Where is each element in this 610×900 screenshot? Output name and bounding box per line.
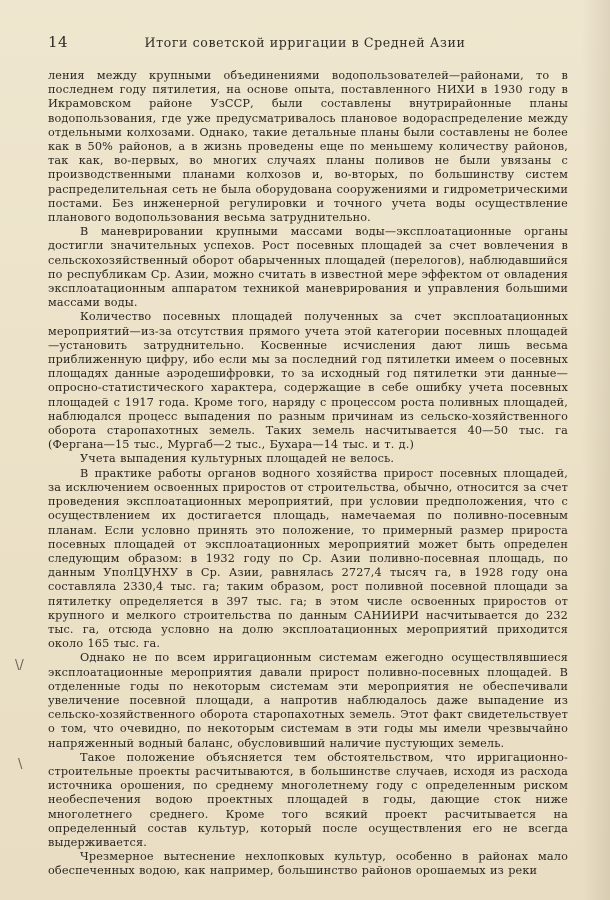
- paragraph: В маневрировании крупными массами воды—эксплоатационные органы достигли значительных успехов. Рост посевных площадей за счет вовлечения в сельскохозяйственный оборот обарыченных площадей (перелогов), наблюдавшийся по республикам Ср. Азии, можно считать в известной мере эффектом от овладения эксплоатационным аппаратом техникой маневрирования и управления большими массами воды.: [48, 225, 568, 310]
- paragraph-continued: ления между крупными объединениями водопользователей—районами, то в последнем году пятилетия, на основе опыта, поставленного НИХИ в 1930 году в Икрамовском районе УзССР, были составлены внутрирайонные планы водопользования, где уже предусматривалось плановое водораспределение между отдельными колхозами. Однако, такие детальные планы были составлены не более как в 50% районов, а в жизнь проведены еще по меньшему количеству районов, так как, во-первых, во многих случаях планы поливов не были увязаны с производственными планами колхозов и, во-вторых, по большинству систем распределительная сеть не была оборудована сооружениями и гидрометрическими постами. Без инженерной регулировки и точного учета воды осуществление планового водопользования весьма затруднительно.: [48, 69, 568, 225]
- paragraph: Чрезмерное вытеснение нехлопковых культур, особенно в районах мало обеспеченных водою, как например, большинство районов орошаемых из реки: [48, 850, 568, 878]
- paragraph: Такое положение объясняется тем обстоятельством, что ирригационно-строительные проекты расчитываются, в большинстве случаев, исходя из расхода источника орошения, по среднему многолетнему году с определенным риском необеспечения водою проектных площадей в годы, дающие сток ниже многолетнего среднего. Кроме того всякий проект расчитывается на определенный состав культур, который после осуществления его не всегда выдерживается.: [48, 750, 568, 849]
- margin-pencil-mark: \/: [15, 658, 24, 673]
- paragraph: Количество посевных площадей полученных за счет эксплоатационных мероприятий—из-за отсутствия прямого учета этой категории посевных площадей—установить затруднительно. Косвенные исчисления дают лишь весьма приближенную цифру, ибо если мы за последний год пятилетки имеем о посевных площадях данные аэродешифровки, то за исходный год пятилетки эти данные—опросно-статистического характера, содержащие в себе ошибку учета посевных площадей с 1917 года. Кроме того, наряду с процессом роста поливных площадей, наблюдался процесс выпадения по разным причинам из сельско-хозяйственного оборота старопахотных земель. Таких земель насчитывается 40—50 тыс. га (Фергана—15 тыс., Мургаб—2 тыс., Бухара—14 тыс. и т. д.): [48, 310, 568, 452]
- paragraph: Однако не по всем ирригационным системам ежегодно осуществлявшиеся эксплоатационные мероприятия давали прирост поливно-посевных площадей. В отделенные годы по некоторым системам эти мероприятия не обеспечивали увеличение посевной площади, а напротив наблюдалось даже выпадение из сельско-хозяйственного оборота старопахотных земель. Этот факт свидетельствует о том, что очевидно, по некоторым системам в эти годы мы имели чрезвычайно напряженный водный баланс, обусловивший наличие пустующих земель.: [48, 651, 568, 750]
- running-head: Итоги советской ирригации в Средней Азии: [144, 35, 466, 50]
- page-header: [48, 33, 562, 55]
- body-text: [48, 69, 568, 879]
- page-number: 14: [48, 33, 69, 51]
- margin-pencil-mark: \: [18, 757, 23, 772]
- paragraph: В практике работы органов водного хозяйства прирост посевных площадей, за исключением освоенных приростов от строительства, обычно, относится за счет проведения эксплоатационных мероприятий, при условии предположения, что с осуществлением их достигается площадь, намечаемая по поливно-посевным планам. Если условно принять это положение, то примерный размер прироста посевных площадей от эксплоатационных мероприятий может быть определен следующим образом: в 1932 году по Ср. Азии поливно-посевная площадь, по данным УполЦУНХУ в Ср. Азии, равнялась 2727,4 тысяч га, в 1928 году она составляла 2330,4 тыс. га; таким образом, рост поливной посевной площади за пятилетку определяется в 397 тыс. га; в этом числе освоенных приростов от крупного и мелкого строительства по данным САНИИРИ насчитывается до 232 тыс. га, отсюда условно на долю эксплоатационных мероприятий приходится около 165 тыс. га.: [48, 466, 568, 651]
- paragraph: Учета выпадения культурных площадей не велось.: [80, 452, 395, 466]
